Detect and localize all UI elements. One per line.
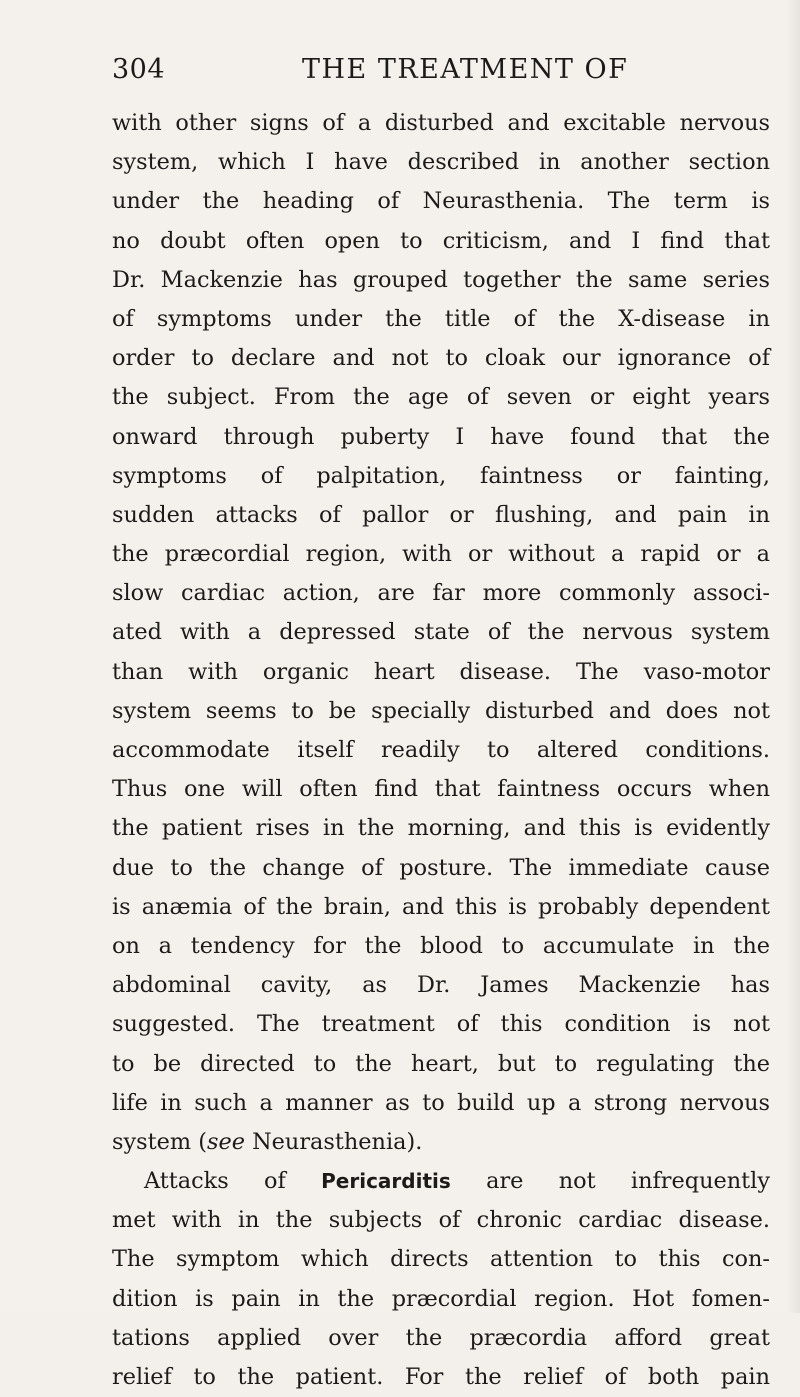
text-line: Thus one will often find that faintness occurs when [112,776,770,803]
text-line: with other signs of a disturbed and excitable nervous [112,110,770,136]
text-line: dition is pain in the præcordial region. Hot fomen- [112,1285,770,1312]
text-line: The symptom which directs attention to this con- [112,1246,770,1273]
text-line: onward through puberty I have found that the [112,423,770,450]
text-line: Dr. Mackenzie has grouped together the same series [112,266,770,293]
text-line: sudden attacks of pallor or flushing, and pain in [112,501,770,528]
page-number: 304 [112,54,166,85]
text-line: the præcordial region, with or without a rapid or a [112,541,770,568]
text-line: tations applied over the præcordia afford great [112,1324,770,1351]
text-run: are not infrequently [450,1168,770,1195]
text-line: life in such a manner as to build up a strong nervous [112,1089,770,1116]
text-line: accommodate itself readily to altered conditions. [112,737,770,763]
text-line: ated with a depressed state of the nervous system [112,619,770,646]
page-edge-shadow [786,0,800,1313]
body-text [112,104,770,1397]
text-line: to be directed to the heart, but to regulating the [112,1050,770,1077]
bold-heading-run: Pericarditis [321,1169,451,1194]
text-line: no doubt often open to criticism, and I find that [112,227,770,254]
italic-run: see [206,1128,245,1155]
text-line: the patient rises in the morning, and this is evidently [112,815,770,842]
running-title: THE TREATMENT OF [302,54,629,85]
text-line: relief to the patient. For the relief of both pain [112,1364,770,1390]
text-line: on a tendency for the blood to accumulate in the [112,932,770,959]
text-line: suggested. The treatment of this condition is not [112,1011,770,1038]
text-line: the subject. From the age of seven or eight years [112,384,770,411]
text-line: order to declare and not to cloak our ignorance of [112,345,770,372]
text-run: Neurasthenia). [244,1128,423,1155]
running-header [112,50,772,90]
text-line: symptoms of palpitation, faintness or fainting, [112,462,770,489]
text-line: abdominal cavity, as Dr. James Mackenzie has [112,972,770,999]
text-line: due to the change of posture. The immediate cause [112,854,770,881]
text-line: of symptoms under the title of the X-disease in [112,305,770,332]
text-run: system ( [112,1128,207,1155]
text-line: than with organic heart disease. The vaso-motor [112,658,770,685]
text-run: Attacks of [144,1168,322,1195]
text-line: is anæmia of the brain, and this is probably dependent [112,893,770,920]
text-line: slow cardiac action, are far more commonly associ- [112,580,770,607]
text-line [112,1123,770,1162]
text-line: under the heading of Neurasthenia. The term is [112,188,770,215]
text-line [112,1162,770,1201]
text-line: system seems to be specially disturbed and does not [112,697,770,724]
text-line: system, which I have described in another section [112,149,770,176]
text-line: met with in the subjects of chronic cardiac disease. [112,1207,770,1234]
